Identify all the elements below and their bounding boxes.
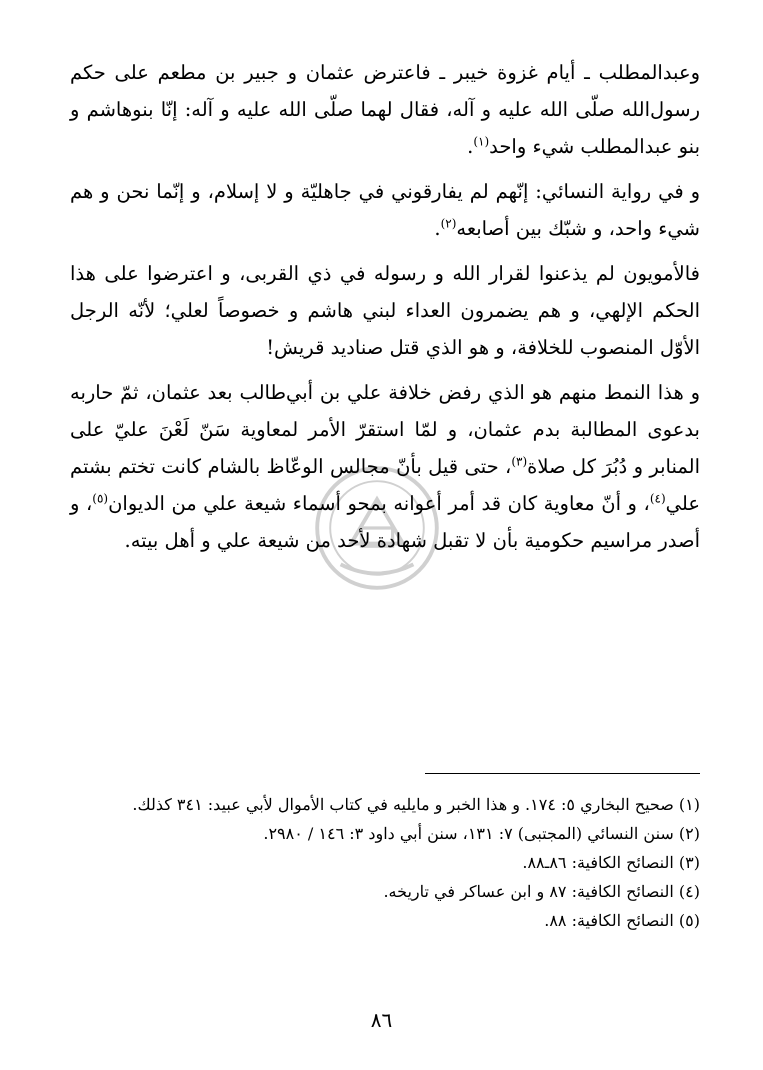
- footnote-divider: [425, 773, 700, 774]
- footnote-ref-2[interactable]: (٢): [440, 216, 457, 231]
- paragraph-2-text: و في رواية النسائي: إنّهم لم يفارقوني في جاهليّة و لا إسلام، و إنّما نحن و هم شيء واحد، و شبّك بين أصابعه: [70, 180, 700, 240]
- paragraph-3: [70, 255, 700, 366]
- footnote-ref-1[interactable]: (١): [473, 134, 490, 149]
- footnote-2: (٢) سنن النسائي (المجتبى) ٧: ١٣١، سنن أبي داود ٣: ١٤٦ / ٢٩٨٠.: [263, 824, 700, 843]
- paragraph-4-text-c: ، و أنّ معاوية كان قد أمر أعوانه بمحو أسماء شيعة علي من الديوان: [108, 492, 650, 515]
- page-number: ٨٦: [370, 1008, 393, 1032]
- footnote-1: (١) صحيح البخاري ٥: ١٧٤. و هذا الخبر و مايليه في كتاب الأموال لأبي عبيد: ٣٤١ كذلك.: [132, 795, 700, 814]
- footnotes: [80, 790, 700, 935]
- footnote-5: (٥) النصائح الكافية: ٨٨.: [544, 911, 700, 930]
- footnote-4: (٤) النصائح الكافية: ٨٧ و ابن عساكر في تاريخه.: [383, 882, 700, 901]
- paragraph-4-text-a: و هذا النمط منهم هو الذي رفض خلافة علي بن أبي‌طالب بعد عثمان، ثمّ حاربه بدعوى المطالبة بدم عثمان، و لمّا استقرّ الأمر لمعاوية سَنّ لَعْنَ عليّ على المنابر و دُبُرَ كل صلاة: [70, 381, 701, 478]
- paragraph-4-text-b: ، حتى قيل بأنّ مجالس الوعّاظ بالشام كانت تختم بشتم علي: [70, 455, 700, 515]
- footnote-3: (٣) النصائح الكافية: ٨٦ـ٨٨.: [522, 853, 700, 872]
- footnote-ref-5[interactable]: (٥): [92, 491, 109, 506]
- paragraph-4-text-d: ، و أصدر مراسيم حكومية بأن لا تقبل شهادة لأحد من شيعة علي و أهل بيته.: [70, 492, 700, 552]
- paragraph-1-text: وعبدالمطلب ـ أيام غزوة خيبر ـ فاعترض عثمان و جبير بن مطعم على حكم رسول‌الله صلّى الله عليه و آله، فقال لهما صلّى الله عليه و آله: إنّا بنوهاشم و بنو عبدالمطلب شيء واحد: [70, 61, 700, 158]
- seal-watermark-icon: [312, 463, 442, 593]
- footnote-ref-3[interactable]: (٣): [511, 454, 528, 469]
- paragraph-3-text: فالأمويون لم يذعنوا لقرار الله و رسوله في ذي القربى، و اعترضوا على هذا الحكم الإلهي، و هم يضمرون العداء لبني هاشم و خصوصاً لعلي؛ لأنّه الرجل الأوّل المنصوب للخلافة، و هو الذي قتل صناديد قريش!: [70, 262, 700, 359]
- paragraph-2: و في رواية النسائي: إنّهم لم يفارقوني في جاهليّة و لا إسلام، و إنّما نحن و هم شيء واحد، و شبّك بين أصابعه$^{(٢)}$.: [70, 180, 700, 240]
- footnote-ref-4[interactable]: (٤): [649, 491, 666, 506]
- paragraph-1: وعبدالمطلب ـ أيام غزوة خيبر ـ فاعترض عثمان و جبير بن مطعم على حكم رسول‌الله صلّى الله عليه و آله، فقال لهما صلّى الله عليه و آله: إنّا بنوهاشم و بنو عبدالمطلب شيء واحد$^{(١)}$.: [70, 61, 700, 158]
